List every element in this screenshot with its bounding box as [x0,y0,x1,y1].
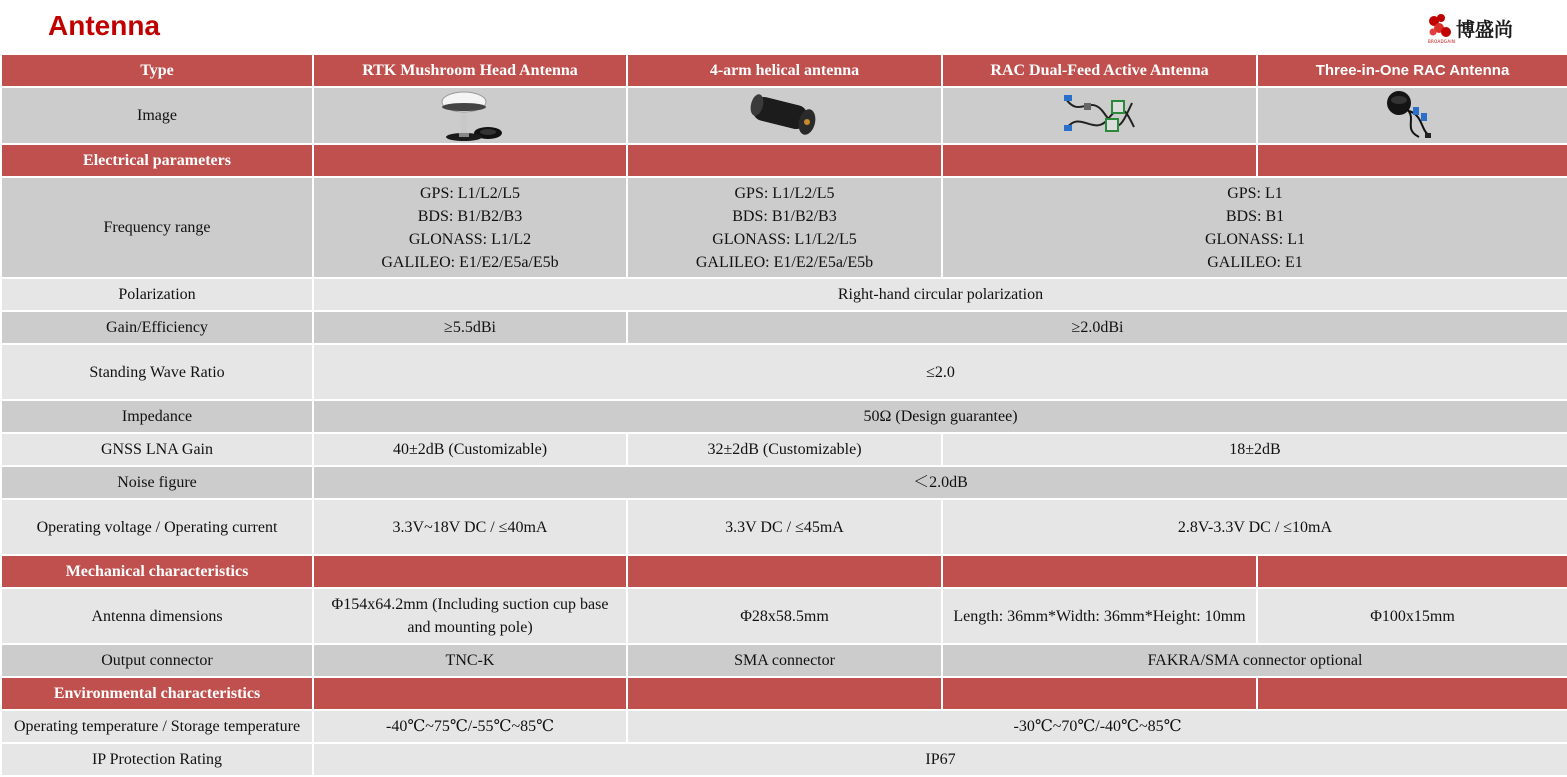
polarization-label: Polarization [1,278,313,311]
dimensions-row [1,588,1567,644]
impedance-label: Impedance [1,400,313,433]
polarization-row [1,278,1567,311]
column-header-three-in-one: Three-in-One RAC Antenna [1257,54,1567,87]
ip-label: IP Protection Rating [1,743,313,776]
ip-row [1,743,1567,776]
image-label: Image [1,87,313,144]
three-in-one-antenna-image [1373,89,1453,143]
impedance-value: 50Ω (Design guarantee) [313,400,1567,433]
frequency-row [1,177,1567,278]
lna-gain-row [1,433,1567,466]
column-header-helical: 4-arm helical antenna [627,54,942,87]
power-row [1,499,1567,555]
helical-antenna-image [745,89,825,143]
vswr-label: Standing Wave Ratio [1,344,313,400]
power-rtk: 3.3V~18V DC / ≤40mA [313,499,627,555]
image-row [1,87,1567,144]
column-header-dual-feed: RAC Dual-Feed Active Antenna [942,54,1257,87]
power-label: Operating voltage / Operating current [1,499,313,555]
section-mechanical: Mechanical characteristics [1,555,313,588]
impedance-row [1,400,1567,433]
lna-gain-label: GNSS LNA Gain [1,433,313,466]
power-rac: 2.8V-3.3V DC / ≤10mA [942,499,1567,555]
dimensions-three: Φ100x15mm [1257,588,1567,644]
polarization-value: Right-hand circular polarization [313,278,1567,311]
noise-row [1,466,1567,499]
gain-rtk: ≥5.5dBi [313,311,627,344]
gain-row [1,311,1567,344]
connector-label: Output connector [1,644,313,677]
frequency-label: Frequency range [1,177,313,278]
dimensions-rtk: Φ154x64.2mm (Including suction cup base and mounting pole) [313,588,627,644]
noise-value: ＜2.0dB [313,466,1567,499]
power-helical: 3.3V DC / ≤45mA [627,499,942,555]
temperature-others: -30℃~70℃/-40℃~85℃ [627,710,1567,743]
mushroom-antenna-image [430,89,510,143]
connector-helical: SMA connector [627,644,942,677]
section-electrical: Electrical parameters [1,144,313,177]
page-title: Antenna [48,10,160,41]
logo-mark-icon [1426,12,1454,40]
section-row-electrical [1,144,1567,177]
dimensions-label: Antenna dimensions [1,588,313,644]
type-label: Type [1,54,313,87]
temperature-rtk: -40℃~75℃/-55℃~85℃ [313,710,627,743]
dimensions-helical: Φ28x58.5mm [627,588,942,644]
section-row-mechanical [1,555,1567,588]
connector-rtk: TNC-K [313,644,627,677]
column-header-rtk: RTK Mushroom Head Antenna [313,54,627,87]
ip-value: IP67 [313,743,1567,776]
gain-label: Gain/Efficiency [1,311,313,344]
temperature-row [1,710,1567,743]
connector-row [1,644,1567,677]
lna-gain-rtk: 40±2dB (Customizable) [313,433,627,466]
vswr-value: ≤2.0 [313,344,1567,400]
lna-gain-rac: 18±2dB [942,433,1567,466]
header-row [1,54,1567,87]
frequency-helical: GPS: L1/L2/L5 BDS: B1/B2/B3 GLONASS: L1/L2/L5 GALILEO: E1/E2/E5a/E5b [627,177,942,278]
lna-gain-helical: 32±2dB (Customizable) [627,433,942,466]
frequency-rtk: GPS: L1/L2/L5 BDS: B1/B2/B3 GLONASS: L1/L2 GALILEO: E1/E2/E5a/E5b [313,177,627,278]
logo-text: 博盛尚 [1456,19,1514,41]
dimensions-dual: Length: 36mm*Width: 36mm*Height: 10mm [942,588,1257,644]
company-logo [1426,12,1518,44]
noise-label: Noise figure [1,466,313,499]
connector-rac: FAKRA/SMA connector optional [942,644,1567,677]
logo-subtext: BROADGAIN [1428,39,1456,44]
section-environmental: Environmental characteristics [1,677,313,710]
frequency-rac: GPS: L1 BDS: B1 GLONASS: L1 GALILEO: E1 [942,177,1567,278]
section-row-environmental [1,677,1567,710]
gain-others: ≥2.0dBi [627,311,1567,344]
dual-feed-antenna-image [1060,89,1140,143]
temperature-label: Operating temperature / Storage temperature [1,710,313,743]
vswr-row [1,344,1567,400]
antenna-spec-table [0,53,1567,777]
